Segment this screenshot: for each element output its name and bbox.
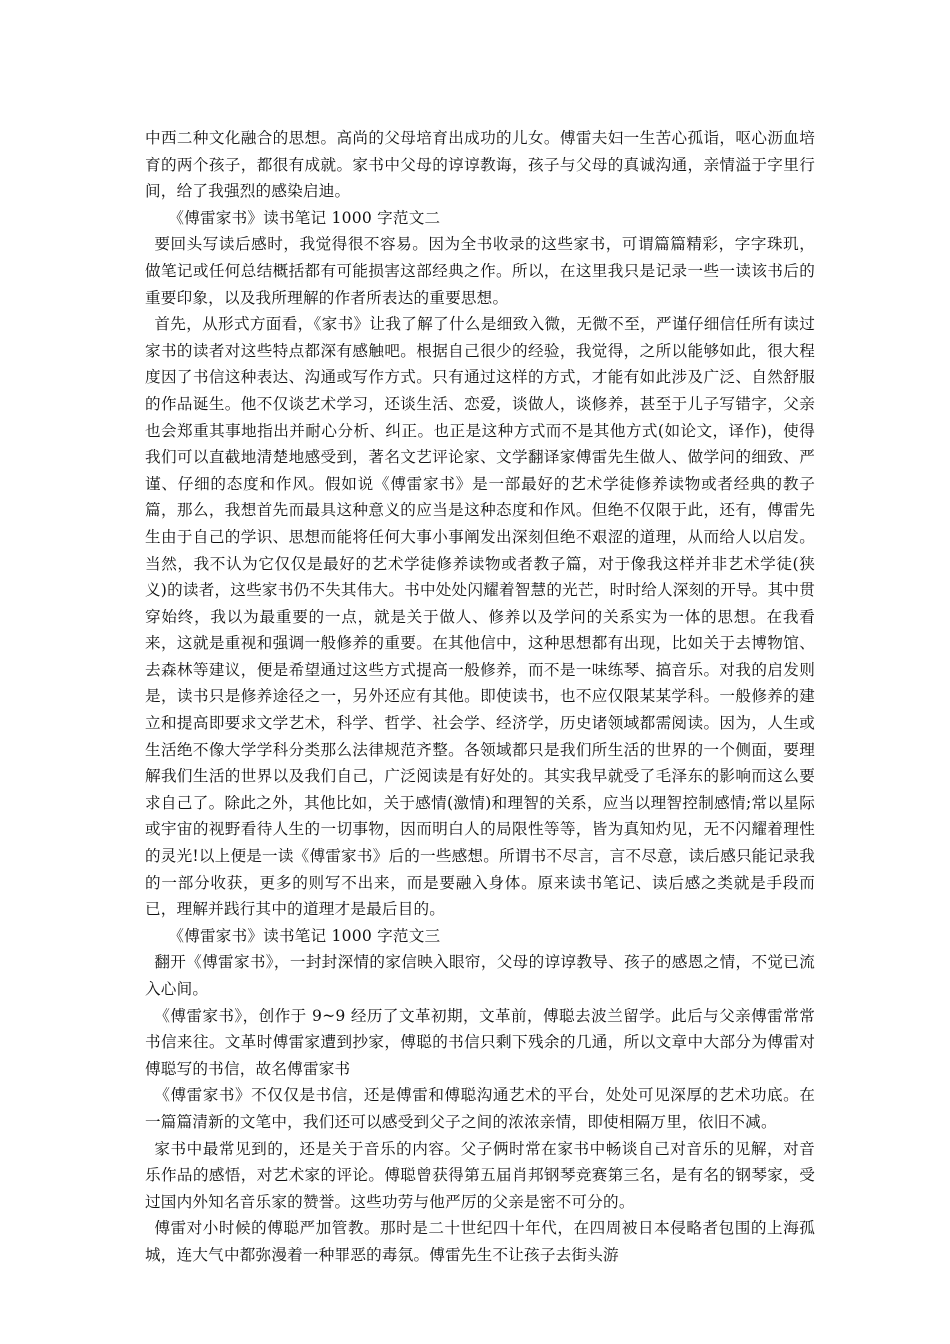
section-heading-3: 《傅雷家书》读书笔记 1000 字范文三 bbox=[168, 926, 441, 945]
paragraph: 翻开《傅雷家书》，一封封深情的家信映入眼帘，父母的谆谆教导、孩子的感恩之情，不觉已流入心间。 bbox=[145, 953, 815, 998]
paragraph: 傅雷对小时候的傅聪严加管教。那时是二十世纪四十年代，在四周被日本侵略者包围的上海孤城，连大气中都弥漫着一种罪恶的毒氛。傅雷先生不让孩子去街头游 bbox=[145, 1219, 815, 1264]
section-heading-2: 《傅雷家书》读书笔记 1000 字范文二 bbox=[168, 208, 441, 227]
paragraph: 首先，从形式方面看，《家书》让我了解了什么是细致入微，无微不至，严谨仔细信任所有读过家书的读者对这些特点都深有感触吧。根据自己很少的经验，我觉得，之所以能够如此，很大程度因了书信这种表达、沟通或写作方式。只有通过这样的方式，才能有如此涉及广泛、自然舒服的作品诞生。他不仅谈艺术学习，还谈生活、恋爱，谈做人，谈修养，甚至于儿子写错字，父亲也会郑重其事地指出并耐心分析、纠正。也正是这种方式而不是其他方式(如论文，译作)，使得我们可以直截地清楚地感受到，著名文艺评论家、文学翻译家傅雷先生做人、做学问的细致、严谨、仔细的态度和作风。假如说《傅雷家书》是一部最好的艺术学徒修养读物或者经典的教子篇，那么，我想首先而最具这种意义的应当是这种态度和作风。但绝不仅限于此，还有，傅雷先生由于自己的学识、思想而能将任何大事小事阐发出深刻但绝不艰涩的道理，从而给人以启发。当然，我不认为它仅仅是最好的艺术学徒修养读物或者教子篇，对于像我这样并非艺术学徒(狭义)的读者，这些家书仍不失其伟大。书中处处闪耀着智慧的光芒，时时给人深刻的开导。其中贯穿始终，我以为最重要的一点，就是关于做人、修养以及学问的关系实为一体的思想。在我看来，这就是重视和强调一般修养的重要。在其他信中，这种思想都有出现，比如关于去博物馆、去森林等建议，便是希望通过这些方式提高一般修养，而不是一味练琴、搞音乐。对我的启发则是，读书只是修养途径之一，另外还应有其他。即使读书，也不应仅限某某学科。一般修养的建立和提高即要求文学艺术，科学、哲学、社会学、经济学，历史诸领域都需阅读。因为，人生或生活绝不像大学学科分类那么法律规范齐整。各领域都只是我们所生活的世界的一个侧面，要理解我们生活的世界以及我们自己，广泛阅读是有好处的。其实我早就受了毛泽东的影响而这么要求自己了。除此之外，其他比如，关于感情(激情)和理智的关系，应当以理智控制感情;常以星际或宇宙的视野看待人生的一切事物，因而明白人的局限性等等，皆为真知灼见，无不闪耀着理性的灵光!以上便是一读《傅雷家书》后的一些感想。所谓书不尽言，言不尽意，读后感只能记录我的一部分收获，更多的则写不出来，而是要融入身体。原来读书笔记、读后感之类就是手段而已，理解并践行其中的道理才是最后目的。 bbox=[145, 315, 815, 919]
paragraph-continuation: 中西二种文化融合的思想。高尚的父母培育出成功的儿女。傅雷夫妇一生苦心孤诣，呕心沥血培育的两个孩子，都很有成就。家书中父母的谆谆教诲，孩子与父母的真诚沟通，亲情溢于字里行间，给了我强烈的感染启迪。 bbox=[145, 129, 815, 201]
document-page bbox=[145, 125, 815, 1269]
paragraph: 要回头写读后感时，我觉得很不容易。因为全书收录的这些家书，可谓篇篇精彩，字字珠玑，做笔记或任何总结概括都有可能损害这部经典之作。所以，在这里我只是记录一些一读该书后的重要印象，以及我所理解的作者所表达的重要思想。 bbox=[145, 235, 815, 307]
paragraph: 家书中最常见到的，还是关于音乐的内容。父子俩时常在家书中畅谈自己对音乐的见解，对音乐作品的感悟，对艺术家的评论。傅聪曾获得第五届肖邦钢琴竞赛第三名，是有名的钢琴家，受过国内外知名音乐家的赞誉。这些功劳与他严厉的父亲是密不可分的。 bbox=[145, 1139, 815, 1211]
paragraph: 《傅雷家书》不仅仅是书信，还是傅雷和傅聪沟通艺术的平台，处处可见深厚的艺术功底。在一篇篇清新的文笔中，我们还可以感受到父子之间的浓浓亲情，即使相隔万里，依旧不减。 bbox=[145, 1086, 815, 1131]
paragraph: 《傅雷家书》，创作于 9~9 经历了文革初期，文革前，傅聪去波兰留学。此后与父亲傅雷常常书信来往。文革时傅雷家遭到抄家，傅聪的书信只剩下残余的几通，所以文章中大部分为傅雷对傅聪写的书信，故名傅雷家书 bbox=[145, 1006, 815, 1078]
